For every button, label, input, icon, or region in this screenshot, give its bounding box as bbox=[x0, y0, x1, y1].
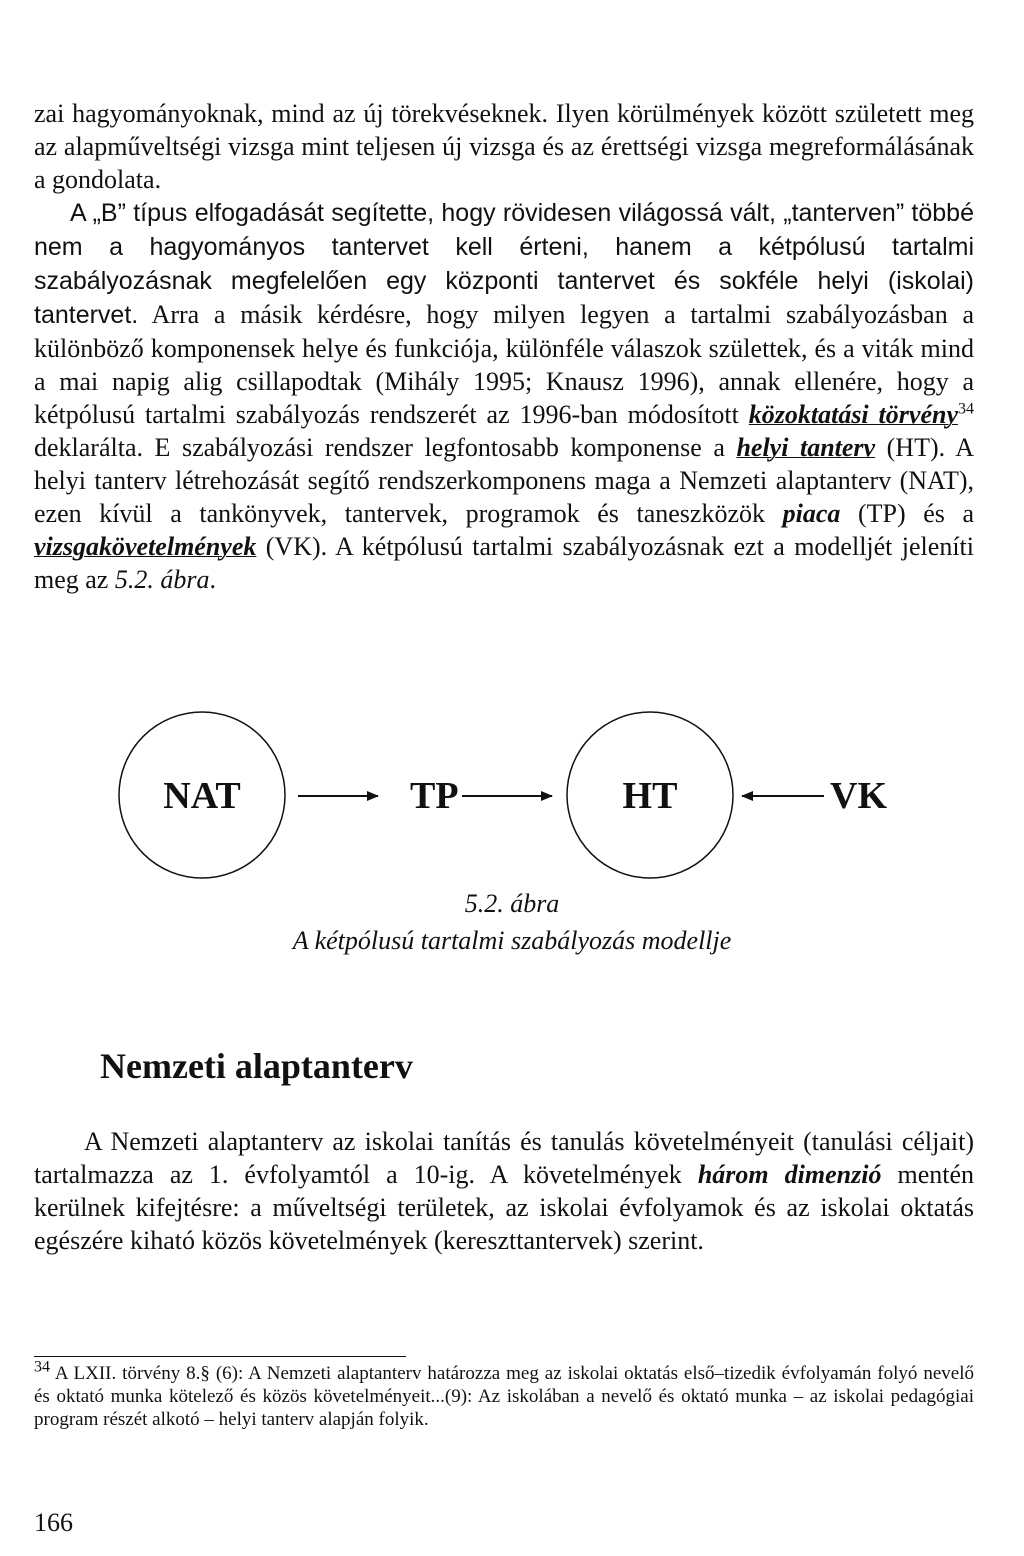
figure-reference: 5.2. ábra bbox=[114, 565, 210, 594]
tp-label: TP bbox=[410, 775, 459, 817]
nat-label: NAT bbox=[163, 775, 241, 817]
footnote-text: A LXII. törvény 8.§ (6): A Nemzeti alaptanterv határozza meg az iskolai oktatás első–tizedik évfolyamán folyó nevelő és oktató munka kötelező és közös követelményeit...(9): Az iskolában a nevelő és oktató munka – az iskolai pedagógiai program részét alkotó – helyi tanterv alapján folyik. bbox=[34, 1363, 974, 1430]
term-vizsgakovetelmenyek: vizsgakövetelmények bbox=[34, 532, 257, 561]
page-number: 166 bbox=[34, 1508, 73, 1537]
term-kozoktatasi-torveny: közoktatási törvény bbox=[748, 400, 958, 429]
footnote-ref: 34 bbox=[957, 400, 974, 418]
section-paragraph bbox=[34, 1125, 974, 1257]
term-helyi-tanterv: helyi tanterv bbox=[736, 433, 876, 462]
paragraph-2-text-b: deklarálta. E szabályozási rendszer legfontosabb komponense a bbox=[34, 433, 737, 462]
paragraph-2-text-f: . bbox=[209, 565, 216, 594]
footnote-divider bbox=[34, 1356, 406, 1357]
section-text-a: A Nemzeti alaptanterv az iskolai tanítás és tanulás követelményeit (tanulási céljait) tartalmazza az 1. évfolyamtól a 10-ig. A követelmények bbox=[34, 1127, 974, 1189]
paragraph-1-text: zai hagyományoknak, mind az új törekvéseknek. Ilyen körülmények között született meg az alapműveltségi vizsga mint teljesen új vizsga és az érettségi vizsga megreformálásának a gondolata. bbox=[34, 99, 974, 194]
paragraph-1 bbox=[34, 97, 974, 196]
paragraph-2-text-c: (HT). A helyi tanterv létrehozását segítő rendszerkomponens maga a Nemzeti alaptanterv (NAT), ezen kívül a tankönyvek, tantervek, programok és taneszközök bbox=[34, 433, 975, 528]
footnote-number: 34 bbox=[34, 1358, 50, 1376]
figure-title: A kétpólusú tartalmi szabályozás modellje bbox=[292, 926, 732, 955]
vk-label: VK bbox=[830, 775, 887, 817]
section-text-b: mentén kerülnek kifejtésre: a műveltségi területek, az iskolai évfolyamok és az iskolai oktatás egészére kiható közös követelmények (kereszttantervek) szerint. bbox=[34, 1160, 975, 1255]
figure-number: 5.2. ábra bbox=[464, 889, 560, 918]
term-piaca: piaca bbox=[782, 499, 841, 528]
ht-label: HT bbox=[622, 775, 678, 817]
paragraph-2-text-d: (TP) és a bbox=[840, 499, 974, 528]
footnote bbox=[34, 1358, 974, 1431]
section-heading: Nemzeti alaptanterv bbox=[100, 1046, 413, 1086]
model-diagram bbox=[100, 690, 920, 910]
term-harom-dimenzio: három dimenzió bbox=[697, 1160, 882, 1189]
paragraph-2-text-a: Arra a másik kérdésre, hogy milyen legyen a tartalmi szabályozásban a különböző komponensek helye és funkciója, különféle válaszok születtek, és a viták mind a mai napig alig csillapodtak (Mihály 1995; Knausz 1996), annak ellenére, hogy a kétpólusú tartalmi szabályozás rendszerét az 1996-ban módosított bbox=[34, 300, 974, 429]
paragraph-2 bbox=[34, 196, 974, 596]
paragraph-2-text-e: (VK). A kétpólusú tartalmi szabályozásnak ezt a modelljét jeleníti meg az bbox=[34, 532, 974, 594]
paragraph-2-lead: A „B” típus elfogadását segítette, hogy rövidesen világossá vált, „tanterven” többé nem a hagyományos tantervet kell érteni, hanem a kétpólusú tartalmi szabályozásnak megfelelően egy központi tantervet és sokféle helyi (iskolai) tantervet. bbox=[34, 199, 974, 329]
